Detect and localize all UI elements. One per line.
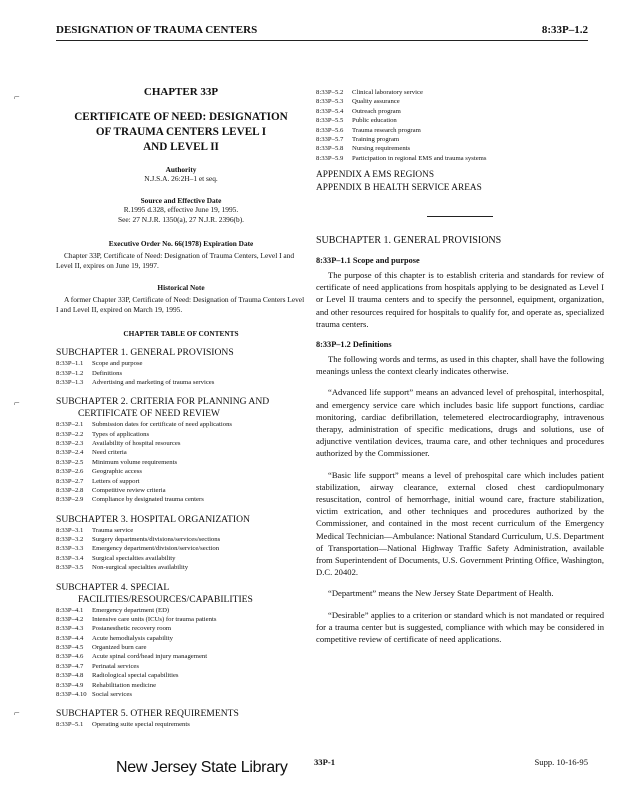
toc-entry-number: 8:33P–2.9: [56, 496, 84, 504]
toc-entry: [56, 378, 306, 387]
left-column: [56, 60, 306, 730]
toc-subchapter-2: SUBCHAPTER 2. CRITERIA FOR PLANNING AND CERTIFICATE OF NEED REVIEW: [56, 396, 270, 420]
toc-entry-title: Scope and purpose: [92, 360, 143, 368]
toc-entry-number: 8:33P–4.4: [56, 634, 84, 642]
toc-entry-title: Social services: [92, 690, 132, 698]
toc-entry: [56, 720, 306, 729]
toc-entry-number: 8:33P–2.5: [56, 458, 84, 466]
header-title: DESIGNATION OF TRAUMA CENTERS: [56, 24, 258, 36]
toc-entry-number: 8:33P–4.1: [56, 606, 84, 614]
toc-entry-number: 8:33P–5.7: [316, 135, 344, 143]
toc-entry: [56, 624, 306, 633]
toc-entry-number: 8:33P–3.1: [56, 526, 84, 534]
source-label: Source and Effective Date: [140, 196, 222, 206]
chapter-number: CHAPTER 33P: [143, 86, 219, 98]
toc-entry-title: Participation in regional EMS and trauma systems: [352, 154, 487, 162]
appendix-a: APPENDIX A EMS REGIONS: [316, 170, 435, 180]
toc-entry: [56, 526, 306, 535]
toc-entry-number: 8:33P–1.2: [56, 369, 84, 377]
toc-entry: [56, 652, 306, 661]
toc-entry: [316, 116, 604, 125]
toc-entry-title: Minimum volume requirements: [92, 458, 178, 466]
toc-entry-title: Types of applications: [92, 430, 150, 438]
toc-list: [56, 606, 306, 700]
toc-entry-number: 8:33P–4.6: [56, 653, 84, 661]
running-header: [56, 22, 588, 41]
toc-entry: [316, 144, 604, 153]
toc-entry-title: Nursing requirements: [352, 145, 411, 153]
paragraph: The purpose of this chapter is to establish criteria and standards for review of certificate of need applications from hospitals applying to be designated as Level I or Level II trauma centers and to specify the personnel, equipment, organization, and other resources required for hospitals to qualify for, and operate as, specialized trauma centers.: [316, 269, 604, 329]
toc-entry-title: Clinical laboratory service: [352, 89, 423, 96]
toc-entry: [56, 467, 306, 476]
toc-entry: [56, 439, 306, 448]
toc-entry: [56, 430, 306, 439]
header-section: 8:33P–1.2: [541, 24, 588, 36]
toc-entry-title: Compliance by designated trauma centers: [92, 496, 204, 504]
toc-entry-title: Acute hemodialysis capability: [92, 634, 173, 642]
toc-entry-title: Need criteria: [92, 449, 127, 457]
exec-order-text: Chapter 33P, Certificate of Need: Designation of Trauma Centers, Level I and Level II, expires on June 19, 1997.: [56, 251, 295, 271]
toc-entry: [56, 662, 306, 671]
toc-entry-title: Non-surgical specialties availability: [92, 564, 189, 572]
toc-entry: [56, 359, 306, 368]
toc-entry-title: Geographic access: [92, 468, 142, 476]
toc-entry: [56, 535, 306, 544]
toc-label: CHAPTER TABLE OF CONTENTS: [123, 329, 239, 339]
toc-entry: [316, 154, 604, 163]
toc-subchapter-4: SUBCHAPTER 4. SPECIAL FACILITIES/RESOURCES/CAPABILITIES: [56, 581, 253, 605]
toc-entry-title: Training program: [352, 135, 400, 143]
toc-subchapter-5: SUBCHAPTER 5. OTHER REQUIREMENTS: [56, 708, 239, 720]
toc-entry-title: Competitive review criteria: [92, 486, 166, 494]
definition-bls: “Basic life support” means a level of prehospital care which includes patient stabilization, airway clearance, external closed chest cardiopulmonary resuscitation, control of hemorrhage, initial wound care, fracture stabilization, victim extrication, and other techniques and procedures authorized by the Commissioner, and contained in the most recent curriculum of the Emergency Medical Technician—Ambulance: National Standard Curriculum, U.S. Department of Transportation—National Highway Traffic Safety Administration, available from Superintendent of Documents, U.S. Government Printing Office, Washington, D.C. 20402.: [316, 469, 604, 578]
toc-entry-number: 8:33P–4.3: [56, 625, 84, 633]
toc-entry-title: Definitions: [92, 369, 123, 377]
toc-entry-number: 8:33P–4.5: [56, 644, 84, 651]
chapter-title: CERTIFICATE OF NEED: DESIGNATION OF TRAUMA CENTERS LEVEL I AND LEVEL II: [74, 111, 288, 154]
definition-desirable: “Desirable” applies to a criterion or standard which is not mandated or required for a trauma center but is suggested, compliance with which may be considered in competitive review of certificate of need applications.: [316, 609, 604, 645]
toc-entry-number: 8:33P–5.8: [316, 145, 344, 153]
toc-entry: [316, 126, 604, 135]
library-stamp: New Jersey State Library: [116, 759, 288, 776]
toc-entry-title: Surgical specialties availability: [92, 554, 176, 562]
toc-entry: [56, 477, 306, 486]
toc-entry-title: Surgery departments/divisions/services/sections: [92, 536, 221, 544]
page-number: 33P-1: [314, 757, 336, 767]
margin-mark: ⌐: [14, 708, 20, 719]
toc-entry-title: Radiological special capabilities: [92, 672, 179, 680]
toc-entry-title: Rehabilitation medicine: [92, 681, 157, 689]
toc-entry-title: Advertising and marketing of trauma services: [92, 378, 215, 386]
toc-entry-number: 8:33P–2.1: [56, 421, 84, 429]
toc-entry-title: Intensive care units (ICUs) for trauma patients: [92, 615, 217, 623]
toc-entry-number: 8:33P–1.1: [56, 360, 84, 368]
toc-entry-title: Letters of support: [92, 477, 140, 485]
toc-entry-title: Operating suite special requirements: [92, 721, 190, 729]
toc-entry-number: 8:33P–5.4: [316, 107, 344, 115]
toc-entry: [316, 107, 604, 116]
toc-entry-number: 8:33P–5.1: [56, 721, 84, 729]
subchapter-heading: SUBCHAPTER 1. GENERAL PROVISIONS: [316, 234, 502, 246]
toc-entry: [56, 448, 306, 457]
toc-entry: [56, 643, 306, 652]
toc-entry-number: 8:33P–1.3: [56, 378, 84, 386]
toc-entry-number: 8:33P–2.6: [56, 468, 84, 476]
toc-list: [56, 420, 306, 504]
section-divider: [427, 216, 493, 217]
margin-mark: ⌐: [14, 92, 20, 103]
toc-entry-title: Trauma research program: [352, 126, 421, 134]
supplement-date: Supp. 10-16-95: [534, 757, 588, 767]
toc-entry: [56, 563, 306, 572]
toc-entry-number: 8:33P–2.8: [56, 486, 84, 494]
toc-entry: [56, 606, 306, 615]
appendix-list: [316, 169, 604, 196]
toc-entry: [56, 671, 306, 680]
appendix-b: APPENDIX B HEALTH SERVICE AREAS: [316, 183, 482, 194]
source-line: See: 27 N.J.R. 1350(a), 27 N.J.R. 2396(b).: [117, 215, 245, 225]
exec-order-label: Executive Order No. 66(1978) Expiration Date: [108, 239, 254, 249]
margin-mark: ⌐: [14, 398, 20, 409]
toc-entry-number: 8:33P–4.2: [56, 615, 84, 623]
toc-entry-number: 8:33P–5.2: [316, 89, 344, 96]
toc-entry: [56, 458, 306, 467]
toc-entry-number: 8:33P–4.8: [56, 672, 84, 680]
toc-entry: [56, 495, 306, 504]
toc-entry: [56, 634, 306, 643]
toc-list: [316, 88, 604, 163]
toc-entry: [316, 135, 604, 144]
toc-entry: [56, 615, 306, 624]
toc-entry-number: 8:33P–5.5: [316, 117, 344, 125]
toc-entry: [56, 544, 306, 553]
toc-entry: [56, 369, 306, 378]
toc-entry: [56, 420, 306, 429]
toc-list: [56, 720, 306, 729]
toc-entry-title: Emergency department/division/service/section: [92, 545, 220, 553]
toc-entry-title: Quality assurance: [352, 98, 400, 106]
toc-entry-number: 8:33P–5.3: [316, 98, 344, 106]
toc-entry-number: 8:33P–3.4: [56, 554, 84, 562]
toc-entry: [56, 690, 306, 699]
toc-entry: [316, 88, 604, 97]
toc-entry-number: 8:33P–2.7: [56, 477, 84, 485]
toc-entry-title: Public education: [352, 117, 397, 125]
section-title-1-1: 8:33P–1.1 Scope and purpose: [316, 255, 420, 265]
toc-entry-title: Perinatal services: [92, 662, 139, 670]
definition-als: “Advanced life support” means an advanced level of prehospital, interhospital, and emergency service care which includes basic life support functions, cardiac monitoring, cardiac defibrillation, telemetered electrocardiography, intravenous therapy, administration of specific medications, drugs and solutions, use of adjunctive ventilation devices, trauma care, and other techniques and procedures authorized by the Commissioner.: [316, 387, 604, 459]
toc-entry-title: Outreach program: [352, 107, 401, 115]
section-title-1-2: 8:33P–1.2 Definitions: [316, 339, 392, 349]
right-column: [316, 88, 604, 654]
toc-entry-number: 8:33P–3.3: [56, 545, 84, 553]
toc-entry-title: Emergency department (ED): [92, 606, 170, 614]
toc-entry-number: 8:33P–3.2: [56, 536, 84, 544]
authority-label: Authority: [165, 165, 197, 175]
toc-entry-title: Postanesthetic recovery room: [92, 625, 172, 633]
toc-entry-number: 8:33P–4.10: [56, 690, 87, 698]
toc-entry-number: 8:33P–5.6: [316, 126, 344, 134]
toc-entry-title: Submission dates for certificate of need applications: [92, 421, 233, 429]
toc-entry-title: Acute spinal cord/head injury management: [92, 653, 208, 661]
toc-entry-title: Trauma service: [92, 526, 134, 534]
toc-entry: [56, 554, 306, 563]
toc-entry-number: 8:33P–4.7: [56, 662, 84, 670]
toc-entry-number: 8:33P–3.5: [56, 564, 84, 572]
definition-department: “Department” means the New Jersey State Department of Health.: [328, 588, 554, 599]
toc-entry-number: 8:33P–4.9: [56, 681, 84, 689]
toc-entry-number: 8:33P–2.4: [56, 449, 84, 457]
toc-entry-title: Organized burn care: [92, 644, 147, 651]
toc-entry: [56, 681, 306, 690]
toc-entry: [316, 97, 604, 106]
historical-note-text: A former Chapter 33P, Certificate of Need: Designation of Trauma Centers Level I and Level II, expired on March 19, 1995.: [56, 295, 305, 315]
toc-entry: [56, 486, 306, 495]
paragraph: The following words and terms, as used in this chapter, shall have the following meanings unless the context clearly indicates otherwise.: [316, 353, 604, 377]
toc-entry-number: 8:33P–5.9: [316, 154, 344, 162]
toc-list: [56, 359, 306, 387]
toc-subchapter-1: SUBCHAPTER 1. GENERAL PROVISIONS: [56, 347, 234, 359]
toc-subchapter-3: SUBCHAPTER 3. HOSPITAL ORGANIZATION: [56, 513, 250, 525]
source-line: R.1995 d.328, effective June 19, 1995.: [123, 205, 239, 215]
toc-entry-number: 8:33P–2.2: [56, 430, 84, 438]
toc-entry-number: 8:33P–2.3: [56, 440, 84, 448]
toc-entry-title: Availability of hospital resources: [92, 440, 181, 448]
authority-text: N.J.S.A. 26:2H–1 et seq.: [144, 174, 218, 184]
toc-list: [56, 526, 306, 573]
historical-note-label: Historical Note: [157, 283, 205, 293]
